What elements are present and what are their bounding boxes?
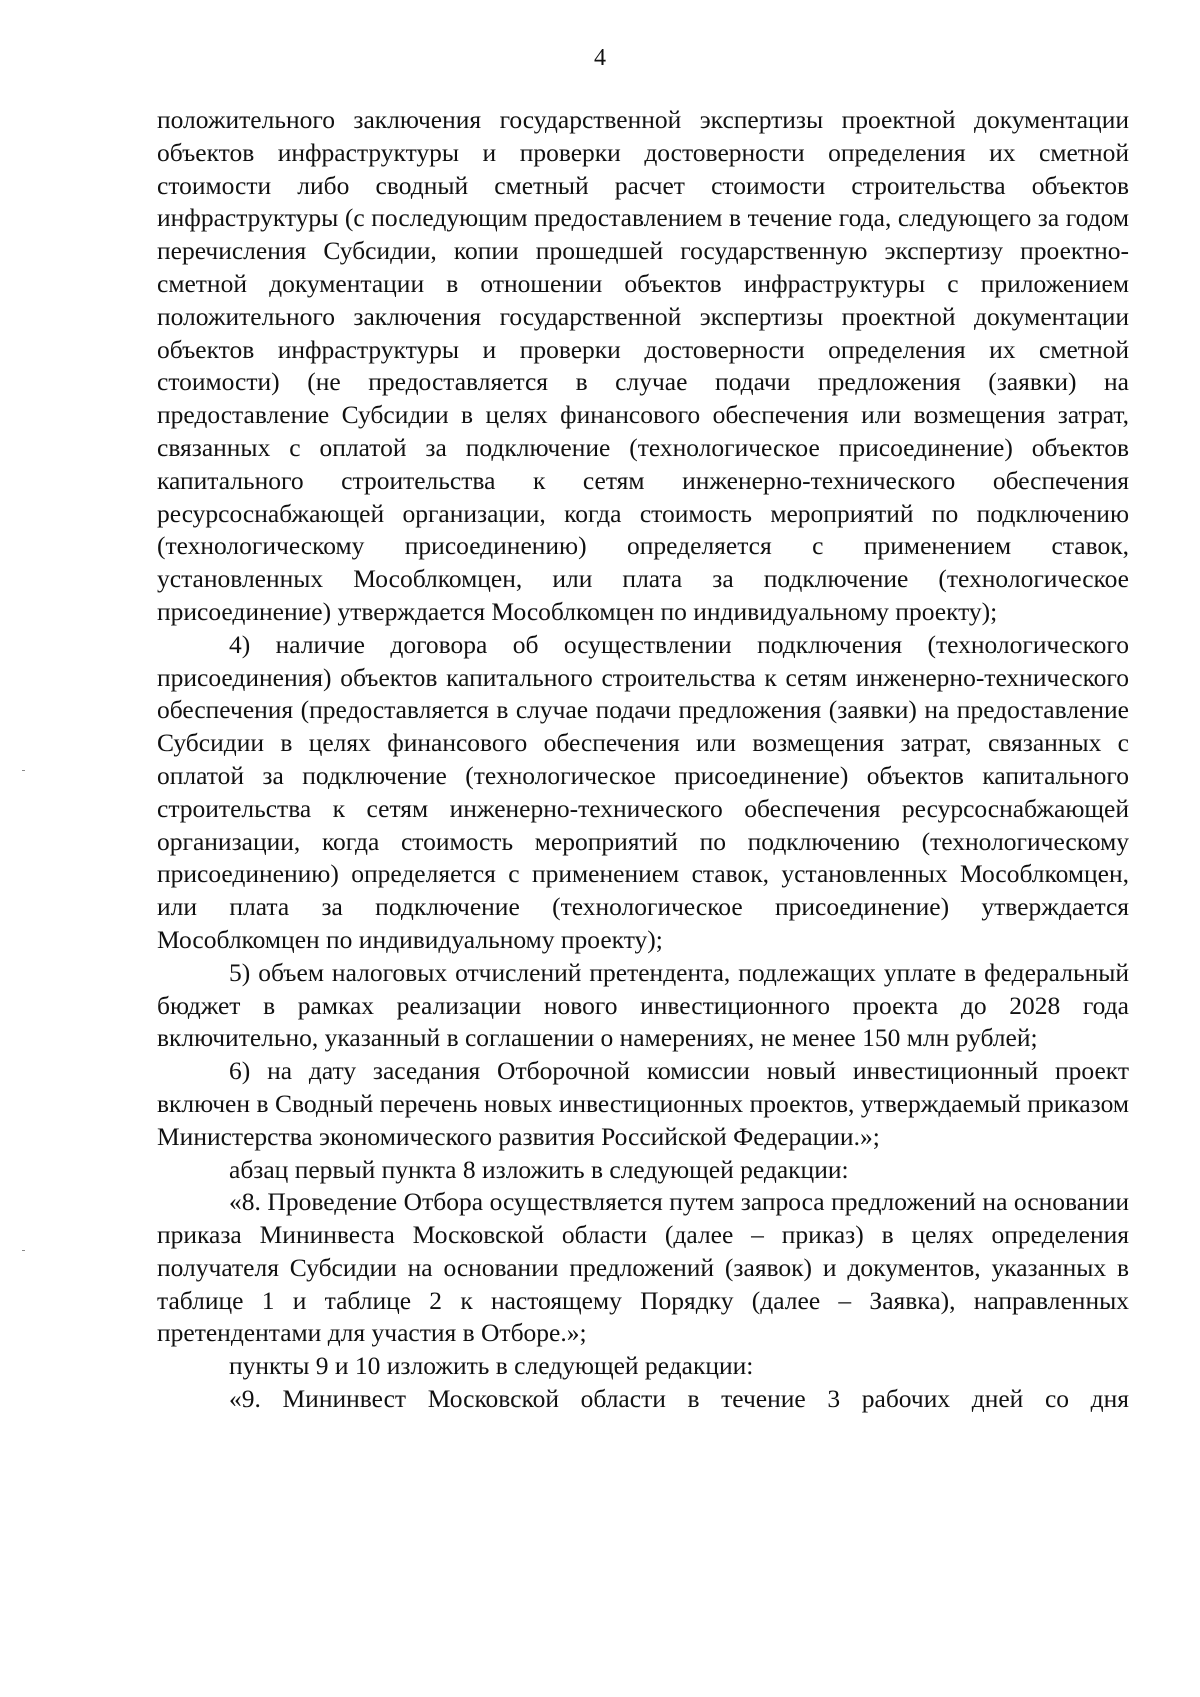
paragraph-amend-point-8: абзац первый пункта 8 изложить в следующей редакции:	[229, 1154, 849, 1184]
paragraph-continuation: положительного заключения государственной экспертизы проектной документации объектов инфраструктуры и проверки достоверности определения их сметной стоимости либо сводный сметный расчет стоимости строительства объектов инфраструктуры (с последующим предоставлением в течение года, следующего за годом перечисления Субсидии, копии прошедшей государственную экспертизу проектно-сметной документации в отношении объектов инфраструктуры с приложением положительного заключения государственной экспертизы проектной документации объектов инфраструктуры и проверки достоверности определения их сметной стоимости) (не предоставляется в случае подачи предложения (заявки) на предоставление Субсидии в целях финансового обеспечения или возмещения затрат, связанных с оплатой за подключение (технологическое присоединение) объектов капитального строительства к сетям инженерно-технического обеспечения ресурсоснабжающей организации, когда стоимость мероприятий по подключению (технологическому присоединению) определяется с применением ставок, установленных Мособлкомцен, или плата за подключение (технологическое присоединение) утверждается Мособлкомцен по индивидуальному проекту);	[157, 105, 1129, 626]
paragraph-item-5: 5) объем налоговых отчислений претендента, подлежащих уплате в федеральный бюджет в рамках реализации нового инвестиционного проекта до 2028 года включительно, указанный в соглашении о намерениях, не менее 150 млн рублей;	[157, 957, 1129, 1053]
paragraph-item-4: 4) наличие договора об осуществлении подключения (технологического присоединения) объектов капитального строительства к сетям инженерно-технического обеспечения (предоставляется в случае подачи предложения (заявки) на предоставление Субсидии в целях финансового обеспечения или возмещения затрат, связанных с оплатой за подключение (технологическое присоединение) объектов капитального строительства к сетям инженерно-технического обеспечения ресурсоснабжающей организации, когда стоимость мероприятий по подключению (технологическому присоединению) определяется с применением ставок, установленных Мособлкомцен, или плата за подключение (технологическое присоединение) утверждается Мособлкомцен по индивидуальному проекту);	[157, 629, 1129, 954]
page-number: 4	[594, 45, 606, 71]
paragraph-amend-points-9-10: пункты 9 и 10 изложить в следующей редакции:	[229, 1351, 754, 1381]
paragraph-item-6: 6) на дату заседания Отборочной комиссии новый инвестиционный проект включен в Сводный перечень новых инвестиционных проектов, утверждаемый приказом Министерства экономического развития Российской Федерации.»;	[157, 1056, 1129, 1151]
scan-mark	[22, 770, 25, 771]
paragraph-point-8: «8. Проведение Отбора осуществляется путем запроса предложений на основании приказа Мининвеста Московской области (далее – приказ) в целях определения получателя Субсидии на основании предложений (заявок) и документов, указанных в таблице 1 и таблице 2 к настоящему Порядку (далее – Заявка), направленных претендентами для участия в Отборе.»;	[157, 1187, 1129, 1348]
scan-mark	[22, 1250, 25, 1251]
paragraph-point-9: «9. Мининвест Московской области в течение 3 рабочих дней со дня	[229, 1384, 1129, 1414]
document-body	[157, 104, 1129, 1416]
